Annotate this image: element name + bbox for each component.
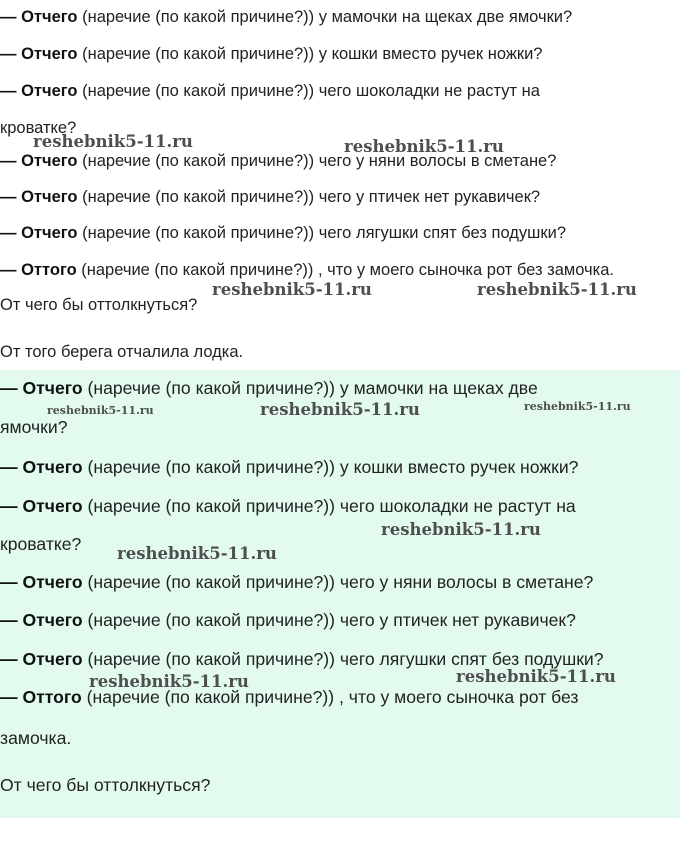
- keyword: Отчего: [21, 8, 78, 26]
- line-text: (наречие (по какой причине?)) чего лягушки спят без подушки?: [77, 224, 566, 242]
- keyword: Отчего: [22, 649, 83, 669]
- line-text: (наречие (по какой причине?)) у кошки вместо ручек ножки?: [82, 457, 579, 477]
- line-text: (наречие (по какой причине?)) у кошки вместо ручек ножки?: [77, 45, 543, 63]
- line-text: замочка.: [0, 728, 72, 748]
- line-text: (наречие (по какой причине?)) чего у птичек нет рукавичек?: [77, 188, 541, 206]
- keyword: Отчего: [22, 378, 83, 398]
- watermark-4: reshebnik5-11.ru: [477, 280, 637, 299]
- bottom-line-9: [0, 686, 579, 708]
- line-text: ямочки?: [0, 417, 68, 437]
- dash: —: [0, 610, 18, 630]
- dash: —: [0, 687, 18, 707]
- line-text: (наречие (по какой причине?)) , что у моего сыночка рот без: [81, 687, 579, 707]
- dash: —: [0, 82, 17, 100]
- keyword: Отчего: [21, 152, 78, 170]
- bottom-line-4: [0, 495, 576, 517]
- dash: —: [0, 8, 17, 26]
- dash: —: [0, 45, 17, 63]
- line-text: кроватке?: [0, 534, 82, 554]
- dash: —: [0, 496, 18, 516]
- text-section-original: [0, 0, 680, 370]
- keyword: Отчего: [21, 224, 78, 242]
- watermark-1: reshebnik5-11.ru: [33, 132, 193, 151]
- dash: —: [0, 261, 17, 279]
- line-text: кроватке?: [0, 119, 77, 137]
- top-line-6: [0, 186, 540, 208]
- top-line-8: [0, 259, 614, 281]
- line-text: (наречие (по какой причине?)) чего лягушки спят без подушки?: [82, 649, 604, 669]
- keyword: Отчего: [21, 82, 78, 100]
- line-text: От того берега отчалила лодка.: [0, 343, 244, 361]
- top-line-2: [0, 43, 542, 65]
- watermark-5: reshebnik5-11.ru: [47, 404, 154, 417]
- keyword: Отчего: [21, 45, 78, 63]
- bottom-line-1: [0, 377, 538, 399]
- watermark-3: reshebnik5-11.ru: [212, 280, 372, 299]
- watermark-6: reshebnik5-11.ru: [260, 400, 420, 419]
- bottom-line-2: [0, 416, 68, 438]
- bottom-line-11: [0, 774, 210, 796]
- line-text: От чего бы оттолкнуться?: [0, 775, 211, 795]
- dash: —: [0, 188, 17, 206]
- line-text: (наречие (по какой причине?)) , что у моего сыночка рот без замочка.: [76, 261, 614, 279]
- watermark-11: reshebnik5-11.ru: [89, 672, 249, 691]
- line-text: (наречие (по какой причине?)) чего у няни волосы в сметане?: [82, 572, 594, 592]
- dash: —: [0, 572, 18, 592]
- text-section-highlighted: [0, 370, 680, 818]
- keyword: Отчего: [22, 572, 83, 592]
- dash: —: [0, 224, 17, 242]
- bottom-line-7: [0, 609, 576, 631]
- line-text: (наречие (по какой причине?)) чего шоколадки не растут на: [82, 496, 576, 516]
- keyword: Оттого: [22, 687, 82, 707]
- watermark-2: reshebnik5-11.ru: [344, 137, 504, 156]
- bottom-line-3: [0, 456, 578, 478]
- watermark-9: reshebnik5-11.ru: [117, 544, 277, 563]
- top-line-10: [0, 341, 243, 363]
- line-text: (наречие (по какой причине?)) чего шоколадки не растут на: [77, 82, 540, 100]
- watermark-8: reshebnik5-11.ru: [381, 520, 541, 539]
- line-text: От чего бы оттолкнуться?: [0, 296, 198, 314]
- line-text: (наречие (по какой причине?)) у мамочки на щеках две ямочки?: [77, 8, 573, 26]
- bottom-line-6: [0, 571, 593, 593]
- bottom-line-5: [0, 533, 81, 555]
- keyword: Оттого: [21, 261, 77, 279]
- top-line-7: [0, 222, 566, 244]
- dash: —: [0, 649, 18, 669]
- line-text: (наречие (по какой причине?)) чего у няни волосы в сметане?: [77, 152, 557, 170]
- keyword: Отчего: [21, 188, 78, 206]
- dash: —: [0, 457, 18, 477]
- keyword: Отчего: [22, 610, 83, 630]
- line-text: (наречие (по какой причине?)) у мамочки на щеках две: [82, 378, 538, 398]
- top-line-1: [0, 6, 572, 28]
- watermark-10: reshebnik5-11.ru: [456, 667, 616, 686]
- dash: —: [0, 152, 17, 170]
- bottom-line-10: [0, 727, 71, 749]
- top-line-9: [0, 294, 197, 316]
- top-line-3: [0, 80, 540, 102]
- line-text: (наречие (по какой причине?)) чего у птичек нет рукавичек?: [82, 610, 576, 630]
- watermark-7: reshebnik5-11.ru: [524, 400, 631, 413]
- keyword: Отчего: [22, 457, 83, 477]
- keyword: Отчего: [22, 496, 83, 516]
- dash: —: [0, 378, 18, 398]
